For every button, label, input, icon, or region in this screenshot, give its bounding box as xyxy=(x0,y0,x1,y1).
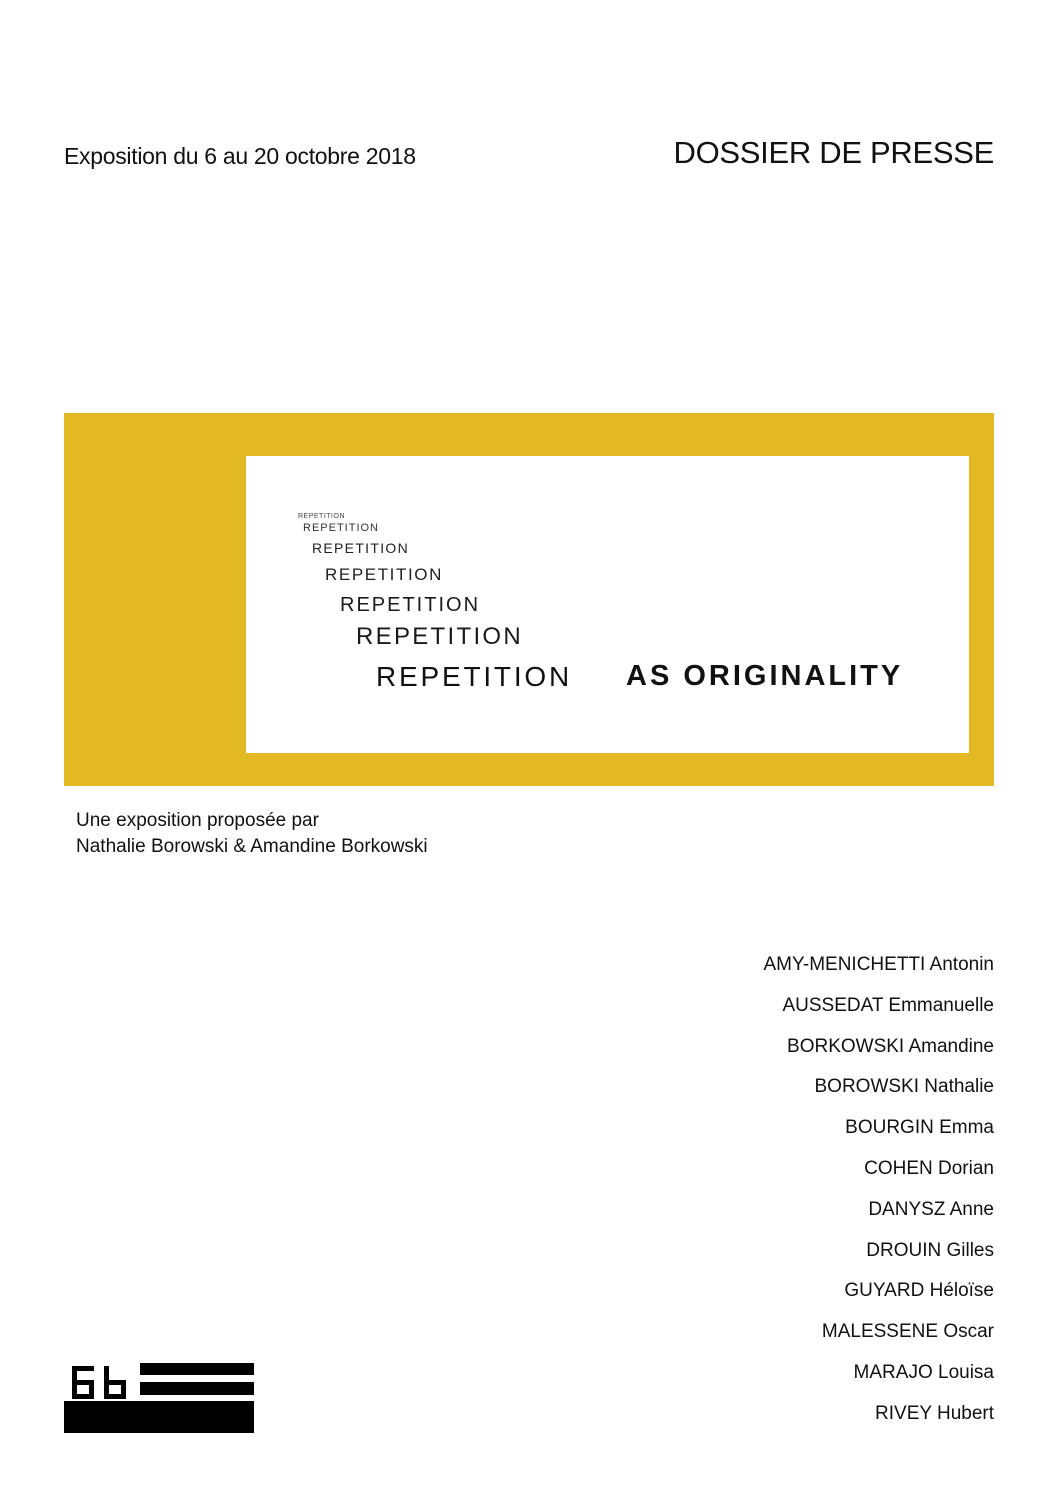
repetition-word-7: REPETITION xyxy=(376,661,573,692)
curators-intro: Une exposition proposée par xyxy=(76,810,319,831)
curators-names: Nathalie Borowski & Amandine Borkowski xyxy=(76,836,428,857)
title-panel xyxy=(246,456,969,753)
artist-name: MALESSENE Oscar xyxy=(821,1321,994,1343)
artist-name: DROUIN Gilles xyxy=(866,1239,994,1261)
artist-name: DANYSZ Anne xyxy=(868,1198,994,1220)
artist-name: AMY-MENICHETTI Antonin xyxy=(763,954,994,975)
repetition-word-6: REPETITION xyxy=(356,623,524,650)
exhibition-dates: Exposition du 6 au 20 octobre 2018 xyxy=(64,143,416,169)
repetition-word-4: REPETITION xyxy=(325,565,444,584)
artist-name: BOURGIN Emma xyxy=(845,1117,994,1139)
artist-name: BORKOWSKI Amandine xyxy=(787,1035,994,1057)
repetition-word-5: REPETITION xyxy=(340,594,481,616)
document-type-title: DOSSIER DE PRESSE xyxy=(673,135,994,170)
artist-name: COHEN Dorian xyxy=(864,1157,994,1179)
artist-name: AUSSEDAT Emmanuelle xyxy=(782,994,994,1016)
curators-credit xyxy=(76,808,428,860)
repetition-word-3: REPETITION xyxy=(312,540,410,556)
title-banner xyxy=(64,413,994,786)
title-as-originality: AS ORIGINALITY xyxy=(626,660,904,692)
repetition-word-1: REPETITION xyxy=(298,513,346,520)
artist-name: BOROWSKI Nathalie xyxy=(814,1076,994,1098)
artist-name: RIVEY Hubert xyxy=(875,1402,994,1424)
artist-name: GUYARD Héloïse xyxy=(844,1280,994,1302)
repetition-word-2: REPETITION xyxy=(303,522,380,534)
artist-name: MARAJO Louisa xyxy=(853,1361,994,1383)
artist-list xyxy=(763,953,994,1443)
gallery-66-logo-icon xyxy=(64,1363,254,1433)
